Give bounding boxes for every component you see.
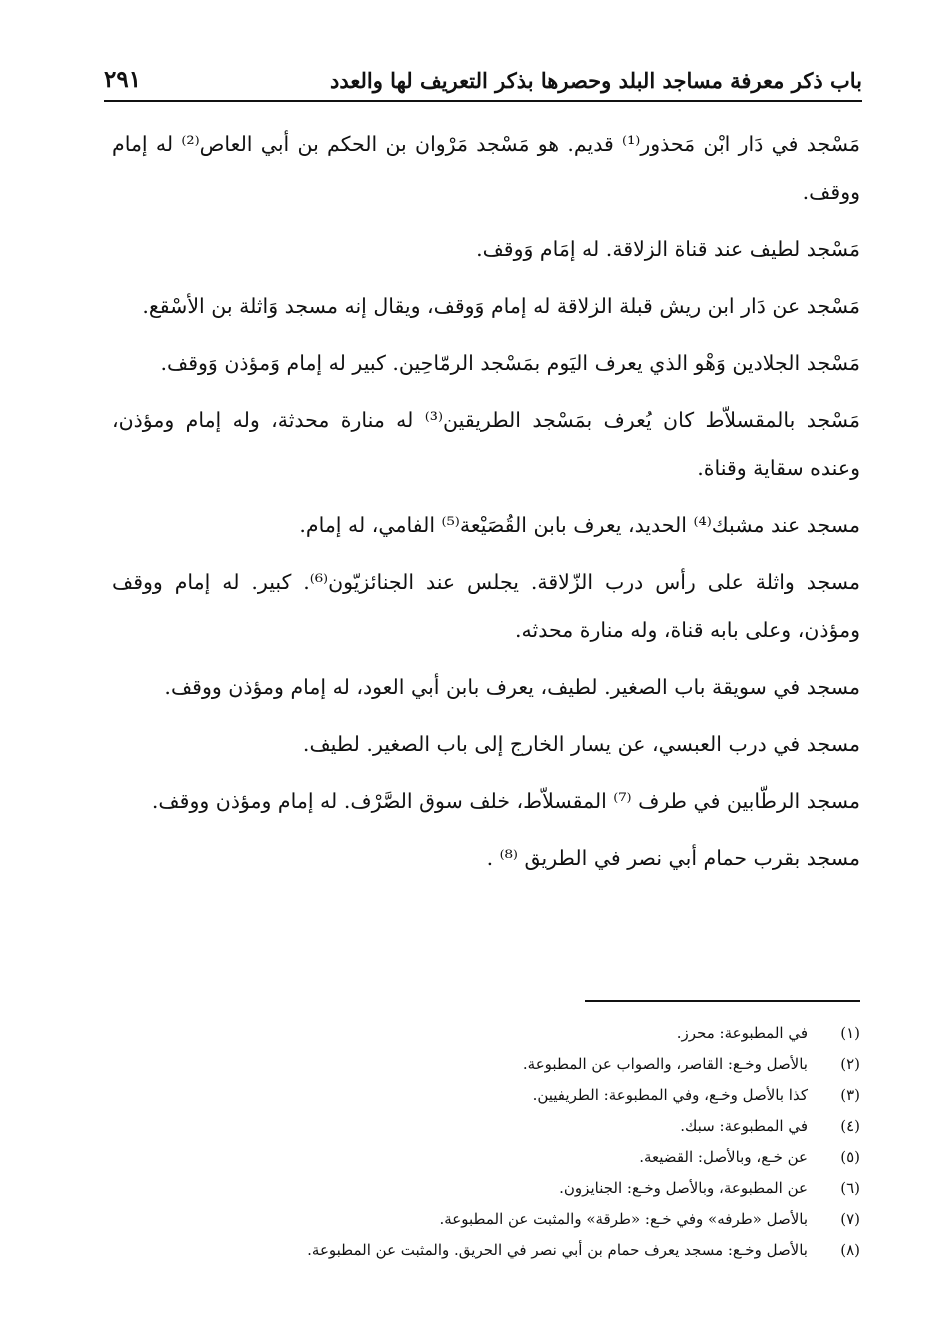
- footnote-number: (٤): [840, 1117, 860, 1135]
- paragraph-7: مسجد واثلة على رأس درب الزّلاقة. يجلس عند الجنائزيّون⁽⁶⁾. كبير. له إمام ووقف ومؤذن، وعلى بابه قناة، وله منارة محدثه.: [112, 570, 861, 642]
- footnote: [112, 1018, 862, 1049]
- paragraph-4: مَسْجد الجلادين وَهْو الذي يعرف اليَوم بمَسْجد الرمّاحِين. كبير له إمام وَمؤذن وَوقف.: [160, 351, 860, 375]
- footnote-number: (١): [840, 1024, 860, 1042]
- main-text: [112, 120, 860, 891]
- footnote: [112, 1173, 862, 1204]
- paragraph-9: مسجد في درب العبسي، عن يسار الخارج إلى باب الصغير. لطيف.: [302, 732, 860, 756]
- footnote-text: بالأصل وخـع: القاصر، والصواب عن المطبوعة.: [522, 1055, 808, 1073]
- footnote-number: (٧): [840, 1210, 860, 1228]
- footnote-number: (٣): [840, 1086, 860, 1104]
- footnote-number: (٦): [840, 1179, 860, 1197]
- running-header: [104, 66, 862, 102]
- footnote: [112, 1204, 862, 1235]
- footnote-number: (٢): [840, 1055, 860, 1073]
- paragraph-6: مسجد عند مشبك⁽⁴⁾ الحديد، يعرف بابن القُصَيْعة⁽⁵⁾ الفامي، له إمام.: [299, 513, 860, 537]
- footnote-text: بالأصل وخـع: مسجد يعرف حمام بن أبي نصر في الحريق. والمثبت عن المطبوعة.: [307, 1241, 808, 1259]
- footnote-number: (٨): [840, 1241, 860, 1259]
- footnote: [112, 1080, 862, 1111]
- footnote-number: (٥): [840, 1148, 860, 1166]
- paragraph-2: مَسْجد لطيف عند قناة الزلاقة. له إمَام وَوقف.: [476, 237, 860, 261]
- footnote-text: عن المطبوعة، وبالأصل وخـع: الجنايزون.: [559, 1179, 808, 1197]
- paragraph-1: مَسْجد في دَار ابْن مَحذور⁽¹⁾ قديم. هو مَسْجد مَرْوان بن الحكم بن أبي العاص⁽²⁾ له إمام ووقف.: [112, 132, 860, 204]
- paragraph-3: مَسْجد عن دَار ابن ريش قبلة الزلاقة له إمام وَوقف، ويقال إنه مسجد وَاثلة بن الأسْقع.: [142, 294, 860, 318]
- paragraph-5: مَسْجد بالمقسلاّط كان يُعرف بمَسْجد الطريقين⁽³⁾ له منارة محدثة، وله إمام ومؤذن، وعنده سقاية وقناة.: [112, 408, 860, 480]
- footnote-text: كذا بالأصل وخـع، وفي المطبوعة: الطريفيين.: [532, 1086, 808, 1104]
- paragraph-10: مسجد الرطّابين في طرف ⁽⁷⁾ المقسلاّط، خلف سوق الصَّرْف. له إمام ومؤذن ووقف.: [151, 789, 860, 813]
- running-title: باب ذكر معرفة مساجد البلد وحصرها بذكر التعريف لها والعدد: [329, 68, 862, 93]
- paragraph-11: مسجد بقرب حمام أبي نصر في الطريق ⁽⁸⁾ .: [486, 846, 860, 870]
- paragraph-8: مسجد في سويقة باب الصغير. لطيف، يعرف بابن أبي العود، له إمام ومؤذن ووقف.: [164, 675, 860, 699]
- footnote: [112, 1142, 862, 1173]
- footnotes: [112, 1018, 862, 1266]
- footnote-text: عن خـع، وبالأصل: القضيعة.: [639, 1148, 808, 1166]
- footnote: [112, 1049, 862, 1080]
- footnote-text: في المطبوعة: محرز.: [676, 1024, 808, 1042]
- footnote-separator: [585, 1000, 860, 1002]
- page-number: ٢٩١: [104, 66, 142, 93]
- footnote: [112, 1111, 862, 1142]
- footnote-text: في المطبوعة: سبك.: [680, 1117, 808, 1135]
- footnote-text: بالأصل «طرفه» وفي خـع: «طرقة» والمثبت عن المطبوعة.: [439, 1210, 808, 1228]
- footnote: [112, 1235, 862, 1266]
